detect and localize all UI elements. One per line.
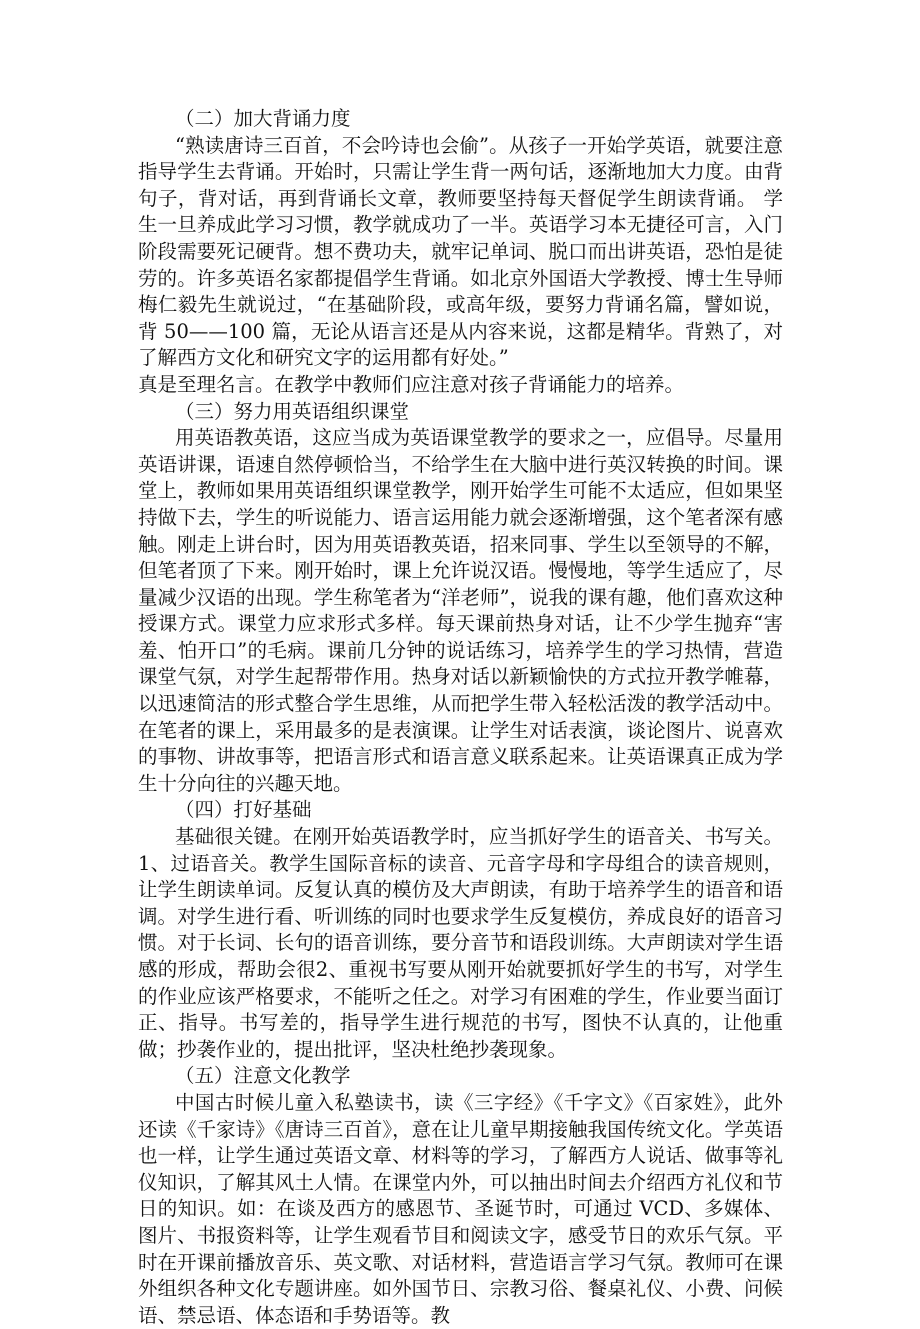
section-heading-4: （四）打好基础 xyxy=(175,798,312,822)
paragraph-culture: 中国古时候儿童入私塾读书，读《三字经》《千字文》《百家姓》，此外还读《千家诗》《唐诗三百首》，意在让儿童早期接触我国传统文化。学英语也一样，让学生通过英语文章、材料等的学习，了解西方人说话、做事等礼仪知识，了解其风土人情。在课堂内外，可以抽出时间去介绍西方礼仪和节日的知识。如：在谈及西方的感恩节、圣诞节时，可通过 VCD、多媒体、图片、书报资料等，让学生观看节目和阅读文字，感受节日的欢乐气氛。平时在开课前播放音乐、英文歌、对话材料，营造语言学习气氛。教师可在课外组织各种文化专题讲座。如外国节日、宗教习俗、餐桌礼仪、小费、问候语、禁忌语、体态语和手势语等。教 xyxy=(138,1090,783,1327)
paragraph-english-classroom: 用英语教英语，这应当成为英语课堂教学的要求之一，应倡导。尽量用英语讲课，语速自然停顿恰当，不给学生在大脑中进行英汉转换的时间。课堂上，教师如果用英语组织课堂教学，刚开始学生可能不太适应，但如果坚持做下去，学生的听说能力、语言运用能力就会逐渐增强，这个笔者深有感触。刚走上讲台时，因为用英语教英语，招来同事、学生以至领导的不解，但笔者顶了下来。刚开始时，课上允许说汉语。慢慢地，等学生适应了，尽量减少汉语的出现。学生称笔者为“洋老师”，说我的课有趣，他们喜欢这种授课方式。课堂力应求形式多样。每天课前热身对话，让不少学生抛弃“害羞、怕开口”的毛病。课前几分钟的说话练习，培养学生的学习热情，营造课堂气氛，对学生起帮带作用。热身对话以新颖愉快的方式拉开教学帷幕，以迅速简洁的形式整合学生思维，从而把学生带入轻松活泼的教学活动中。在笔者的课上，采用最多的是表演课。让学生对话表演，谈论图片、说喜欢的事物、讲故事等，把语言形式和语言意义联系起来。让英语课真正成为学生十分向往的兴趣天地。 xyxy=(138,426,783,795)
section-heading-3: （三）努力用英语组织课堂 xyxy=(175,399,410,423)
paragraph-foundation: 基础很关键。在刚开始英语教学时，应当抓好学生的语音关、书写关。 1、过语音关。教学生国际音标的读音、元音字母和字母组合的读音规则，让学生朗读单词。反复认真的模仿及大声朗读，有助于培养学生的语音和语调。对学生进行看、听训练的同时也要求学生反复模仿，养成良好的语音习惯。对于长词、长句的语音训练，要分音节和语段训练。大声朗读对学生语感的形成，帮助会很2、重视书写要从刚开始就要抓好学生的书写，对学生的作业应该严格要求，不能听之任之。对学习有困难的学生，作业要当面订正、指导。书写差的，指导学生进行规范的书写，图快不认真的，让他重做；抄袭作业的，提出批评，坚决杜绝抄袭现象。 xyxy=(138,825,783,1061)
document-body xyxy=(138,106,783,1329)
section-heading-5: （五）注意文化教学 xyxy=(175,1064,351,1088)
section-heading-2: （二）加大背诵力度 xyxy=(175,107,351,130)
paragraph-recitation: “熟读唐诗三百首，不会吟诗也会偷”。从孩子一开始学英语，就要注意指导学生去背诵。开始时，只需让学生背一两句话，逐渐地加大力度。由背句子，背对话，再到背诵长文章，教师要坚持每天督促学生朗读背诵。 学生一旦养成此学习习惯，教学就成功了一半。英语学习本无捷径可言，入门阶段需要死记硬背。想不费功夫，就牢记单词、脱口而出讲英语，恐怕是徒劳的。许多英语名家都提倡学生背诵。如北京外国语大学教授、博士生导师梅仁毅先生就说过，“在基础阶段，或高年级，要努力背诵名篇，譬如说，背 50——100 篇，无论从语言还是从内容来说，这都是精华。背熟了，对了解西方文化和研究文字的运用都有好处。” xyxy=(138,133,783,370)
paragraph-recitation-conclusion: 真是至理名言。在教学中教师们应注意对孩子背诵能力的培养。 xyxy=(138,372,685,396)
